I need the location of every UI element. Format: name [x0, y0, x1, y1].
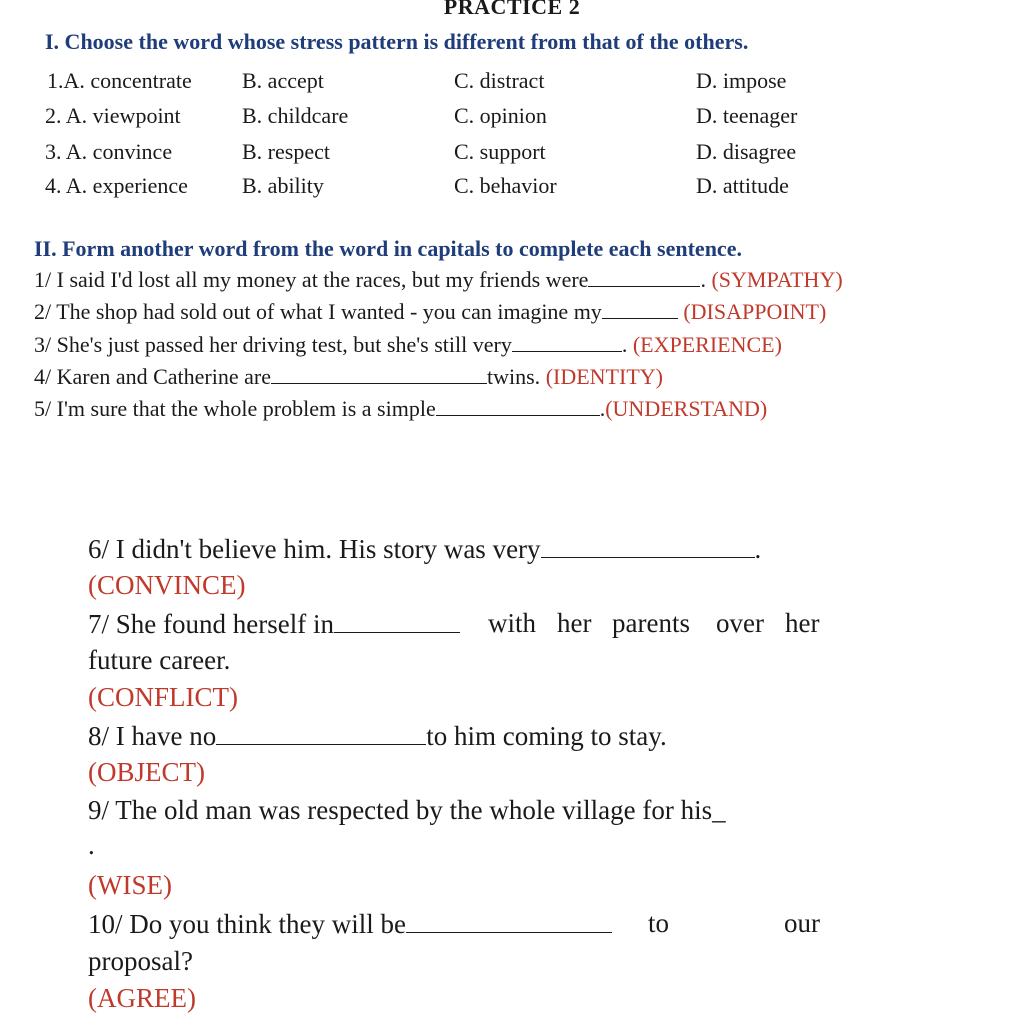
q9-line — [88, 795, 726, 826]
q10-line — [88, 908, 612, 940]
q7-word-over: over — [716, 608, 764, 638]
answer-blank[interactable] — [406, 908, 612, 933]
section-1-heading: I. Choose the word whose stress pattern is different from that of the others. — [45, 29, 749, 54]
s2-item-3-after: . — [621, 332, 633, 357]
q3-option-b: B. respect — [242, 139, 330, 164]
s2-item-1-cue: (SYMPATHY) — [711, 267, 843, 292]
s2-item-4-after: twins. — [487, 364, 546, 389]
answer-blank[interactable] — [436, 397, 600, 416]
q7-cue: (CONFLICT) — [88, 682, 238, 712]
q1-option-d: D. impose — [696, 68, 787, 93]
page-title: PRACTICE 2 — [443, 0, 581, 19]
section-2-heading: II. Form another word from the word in capitals to complete each sentence. — [34, 236, 742, 261]
s2-item-3 — [34, 332, 782, 358]
q8-after: to him coming to stay. — [426, 721, 667, 751]
q4-option-d: D. attitude — [696, 173, 789, 198]
s2-item-2-cue: (DISAPPOINT) — [683, 299, 827, 324]
q10-line-2: proposal? — [88, 946, 193, 976]
q4-option-b: B. ability — [242, 173, 324, 198]
s2-item-3-cue: (EXPERIENCE) — [632, 332, 782, 357]
s2-item-2 — [34, 299, 826, 325]
q3-option-d: D. disagree — [696, 139, 797, 164]
q4-option-a: 4. A. experience — [45, 173, 188, 198]
q6-line — [88, 533, 761, 565]
q10-text: 10/ Do you think they will be — [88, 909, 406, 939]
q7-word-her-1: her — [557, 608, 592, 638]
q9-text: 9/ The old man was respected by the whole village for his — [88, 795, 713, 825]
q7-word-parents: parents — [612, 608, 690, 638]
q10-cue: (AGREE) — [88, 983, 196, 1013]
q3-option-a: 3. A. convince — [45, 139, 173, 164]
answer-blank[interactable] — [588, 268, 700, 287]
q1-option-b: B. accept — [242, 68, 324, 93]
q6-cue: (CONVINCE) — [88, 570, 246, 600]
q2-option-d: D. teenager — [696, 103, 798, 128]
q2-option-b: B. childcare — [242, 103, 349, 128]
q7-word-her-2: her — [785, 608, 820, 638]
s2-item-3-text: 3/ She's just passed her driving test, but she's still very — [34, 332, 512, 357]
answer-blank[interactable]: _ — [712, 795, 726, 825]
s2-item-4 — [34, 364, 663, 390]
answer-blank[interactable] — [334, 608, 460, 633]
s2-item-1-text: 1/ I said I'd lost all my money at the races, but my friends were — [34, 267, 589, 292]
q7-text: 7/ She found herself in — [88, 609, 334, 639]
s2-item-1-after: . — [700, 267, 712, 292]
q1-option-c: C. distract — [454, 68, 545, 93]
s2-item-4-text: 4/ Karen and Catherine are — [34, 364, 271, 389]
s2-item-5-cue: (UNDERSTAND) — [605, 396, 768, 421]
s2-item-1 — [34, 267, 843, 293]
answer-blank[interactable] — [216, 720, 426, 745]
answer-blank[interactable] — [271, 365, 487, 384]
q7-line-2: future career. — [88, 645, 231, 675]
q6-after: . — [754, 534, 762, 564]
q7-line — [88, 608, 460, 640]
s2-item-5 — [34, 396, 767, 422]
q10-word-our: our — [784, 908, 820, 938]
q3-option-c: C. support — [454, 139, 546, 164]
q6-text: 6/ I didn't believe him. His story was very — [88, 534, 541, 564]
q8-text: 8/ I have no — [88, 721, 217, 751]
q4-option-c: C. behavior — [454, 173, 557, 198]
q8-cue: (OBJECT) — [88, 757, 205, 787]
s2-item-5-text: 5/ I'm sure that the whole problem is a simple — [34, 396, 436, 421]
q2-option-c: C. opinion — [454, 103, 547, 128]
s2-item-4-cue: (IDENTITY) — [545, 364, 663, 389]
q9-cue: (WISE) — [88, 870, 172, 900]
q1-option-a: 1.A. concentrate — [47, 68, 192, 93]
q9-dot: . — [88, 830, 95, 860]
q10-word-to: to — [648, 908, 670, 938]
answer-blank[interactable] — [512, 333, 622, 352]
q8-line — [88, 720, 667, 752]
s2-item-2-text: 2/ The shop had sold out of what I wanted - you can imagine my — [34, 299, 602, 324]
answer-blank[interactable] — [541, 533, 755, 558]
q2-option-a: 2. A. viewpoint — [45, 103, 181, 128]
q7-word-with: with — [488, 608, 537, 638]
s2-item-5-after: . — [599, 396, 606, 421]
answer-blank[interactable] — [602, 300, 678, 319]
